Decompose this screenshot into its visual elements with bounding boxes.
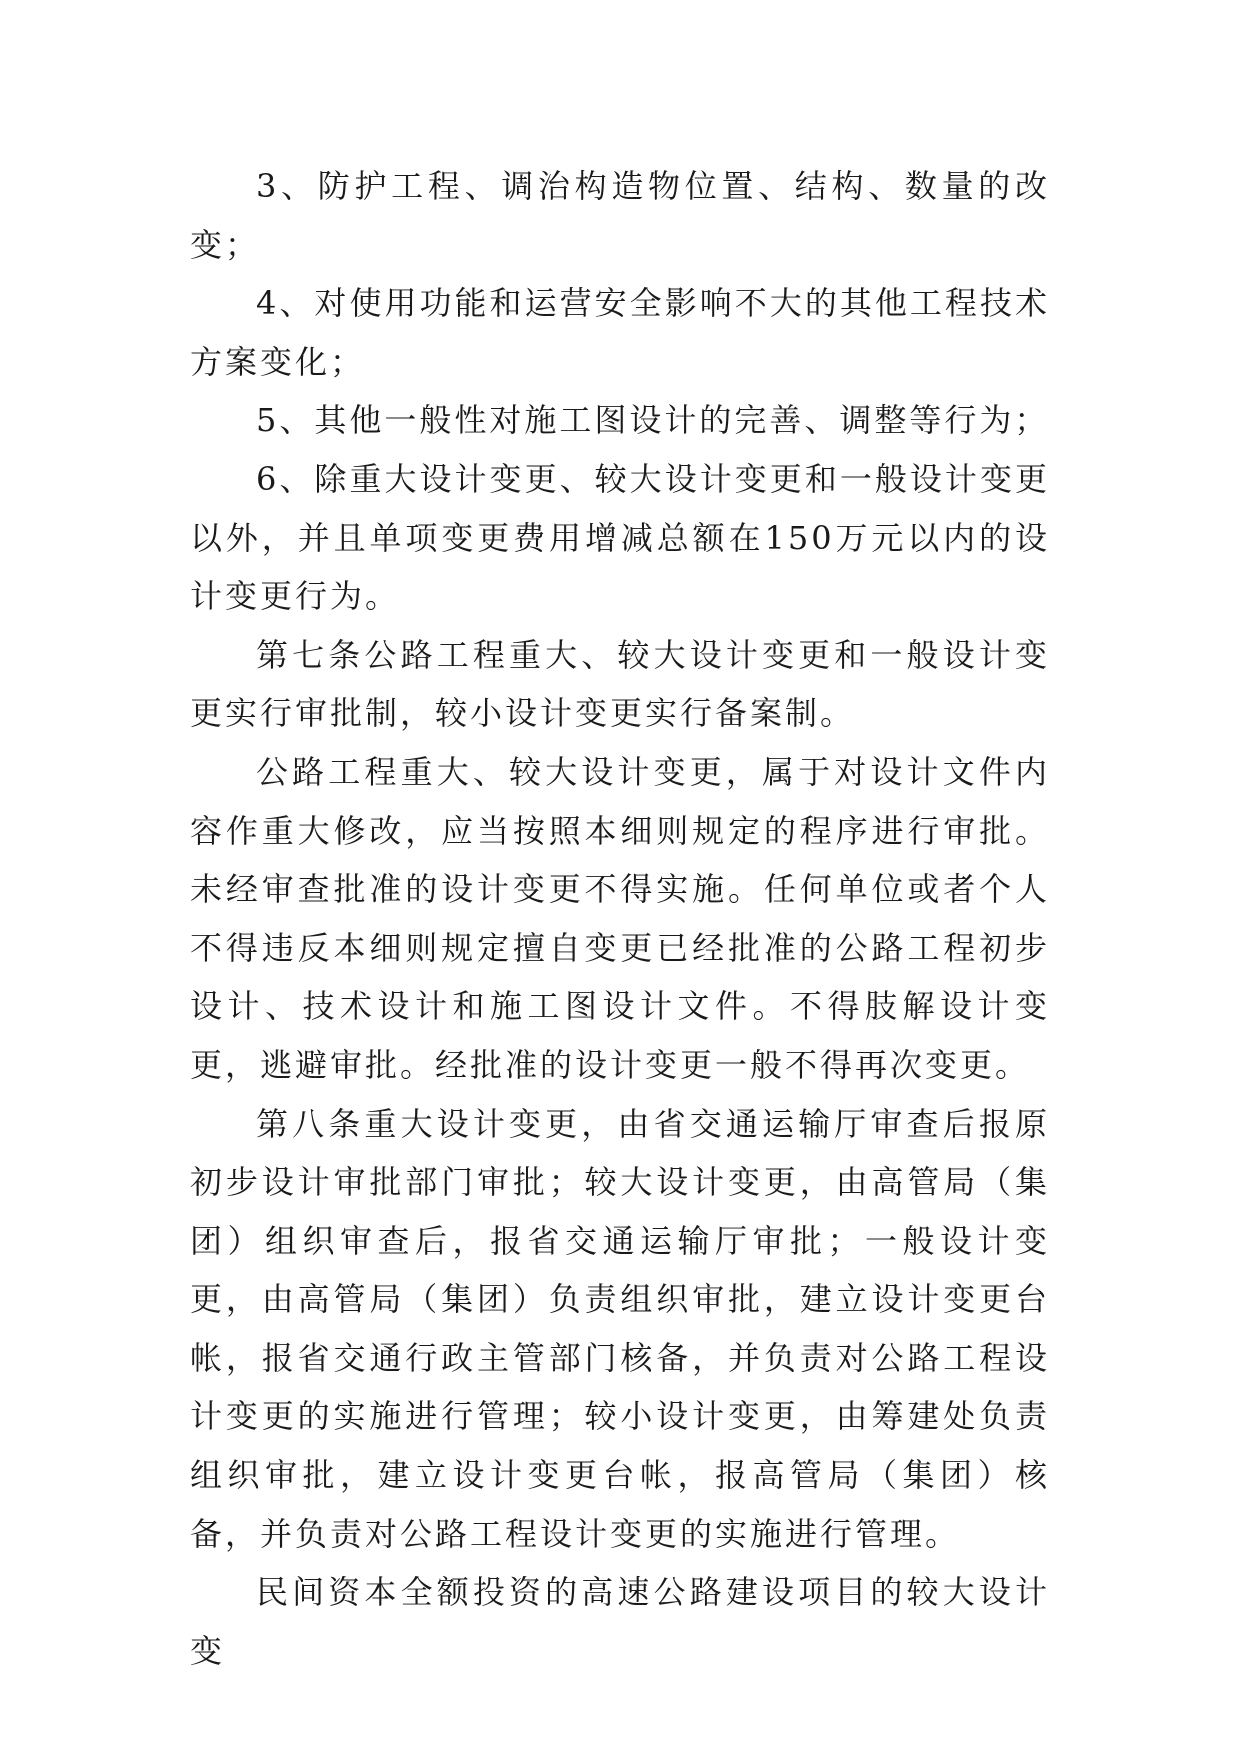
paragraph-private-capital: 民间资本全额投资的高速公路建设项目的较大设计变 [190, 1573, 1050, 1670]
paragraph-item-4: 4、对使用功能和运营安全影响不大的其他工程技术方案变化； [190, 284, 1050, 381]
paragraph-article-7: 第七条公路工程重大、较大设计变更和一般设计变更实行审批制，较小设计变更实行备案制。 [190, 635, 1050, 733]
paragraph-major-change-rules: 公路工程重大、较大设计变更，属于对设计文件内容作重大修改，应当按照本细则规定的程序进行审批。未经审查批准的设计变更不得实施。任何单位或者个人不得违反本细则规定擅自变更已经批准的公路工程初步设计、技术设计和施工图设计文件。不得肢解设计变更，逃避审批。经批准的设计变更一般不得再次变更。 [190, 752, 1050, 1084]
paragraph-item-6: 6、除重大设计变更、较大设计变更和一般设计变更以外，并且单项变更费用增减总额在150万元以内的设计变更行为。 [190, 459, 1050, 616]
paragraph-item-5: 5、其他一般性对施工图设计的完善、调整等行为； [256, 401, 1050, 440]
paragraph-article-8: 第八条重大设计变更，由省交通运输厅审查后报原初步设计审批部门审批；较大设计变更，由高管局（集团）组织审查后，报省交通运输厅审批；一般设计变更，由高管局（集团）负责组织审批，建立设计变更台帐，报省交通行政主管部门核备，并负责对公路工程设计变更的实施进行管理；较小设计变更，由筹建处负责组织审批，建立设计变更台帐，报高管局（集团）核备，并负责对公路工程设计变更的实施进行管理。 [190, 1104, 1050, 1553]
body-text [190, 157, 1050, 1680]
paragraph-item-3: 3、防护工程、调治构造物位置、结构、数量的改变； [190, 167, 1050, 264]
